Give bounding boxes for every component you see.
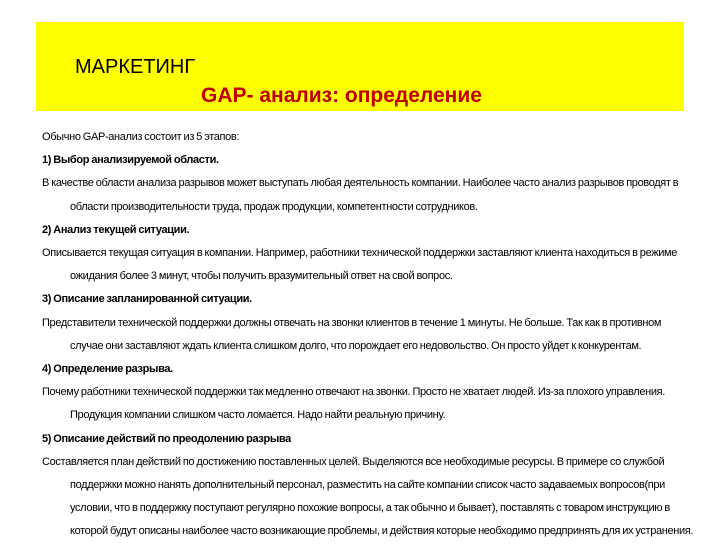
step-text: Представители технической поддержки должны отвечать на звонки клиентов в течение 1 минуты. Не больше. Так как в противном случае они заставляют ждать клиента слишком долго, что порождает его недовольство. Он просто уйдет к конкурентам. xyxy=(42,316,662,352)
step-heading: 2) Анализ текущей ситуации. xyxy=(42,223,190,236)
title-banner xyxy=(36,22,684,111)
step-text: Почему работники технической поддержки так медленно отвечают на звонки. Просто не хватает людей. Из-за плохого управления. Продукция компании слишком часто ломается. Надо найти реальную причину. xyxy=(42,386,665,422)
step-heading: 1) Выбор анализируемой области. xyxy=(42,154,219,167)
step-text: Описывается текущая ситуация в компании. Например, работники технической поддержки заставляют клиента находиться в режиме ожидания более 3 минут, чтобы получить вразумительный ответ на свой вопрос. xyxy=(42,247,677,283)
slide-body xyxy=(42,126,694,544)
slide-supertitle: МАРКЕТИНГ xyxy=(75,56,196,78)
step-heading: 3) Описание запланированной ситуации. xyxy=(42,293,252,306)
step-heading: 5) Описание действий по преодолению разрыва xyxy=(42,432,291,445)
step-text: В качестве области анализа разрывов может выступать любая деятельность компании. Наиболее часто анализ разрывов проводят в области производительности труда, продаж продукции, компетентности сотрудников. xyxy=(42,177,679,213)
intro-text: Обычно GAP-анализ состоит из 5 этапов: xyxy=(42,131,240,143)
step-heading: 4) Определение разрыва. xyxy=(42,363,173,376)
slide-title: GAP- анализ: определение xyxy=(201,84,482,107)
step-text: Составляется план действий по достижению поставленных целей. Выделяются все необходимые ресурсы. В примере со службой поддержки можно нанять дополнительный персонал, разместить на сайте компании список часто задаваемых вопросов(при условии, что в поддержку поступают регулярно похожие вопросы, а так обычно и бывает), поставлять с товаром инструкцию в которой будут описаны наиболее часто возникающие проблемы, и действия которые необходимо предпринять для их устранения. xyxy=(42,455,694,538)
